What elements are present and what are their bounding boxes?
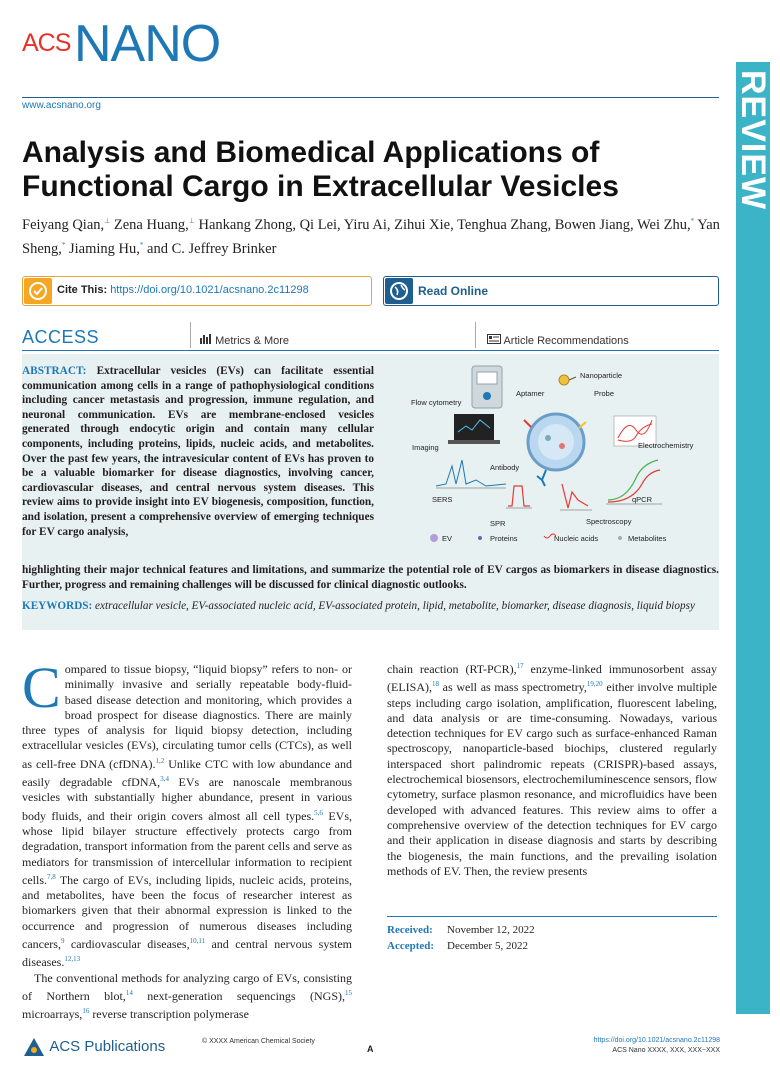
globe-icon (385, 278, 413, 304)
ev-vesicle-icon (524, 414, 586, 486)
legend-proteins: Proteins (490, 534, 518, 543)
metrics-label: Metrics & More (215, 335, 290, 347)
paragraph-2: The conventional methods for analyzing cargo of EVs, consisting of Northern blot,$^{14}$ next-generation sequencings (NGS),$^{15}$ microarrays,$^{16}$ reverse transcription polymerase (22, 970, 352, 1022)
check-icon (24, 278, 52, 304)
label-nanoparticle: Nanoparticle (580, 371, 623, 380)
copyright: © XXXX American Chemical Society (202, 1038, 315, 1045)
drop-cap: C (22, 655, 61, 720)
recommendations-link[interactable] (487, 334, 629, 347)
body-column-left (22, 655, 353, 1023)
abstract-continued: highlighting their major technical features and limitations, and summarize the potential role of EV cargos as biomarkers in disease diagnostics. Further, progress and remaining challenges will be discussed for clinical diagnostic outlooks. (22, 564, 719, 591)
page-number: A (367, 1044, 374, 1054)
footer-journal-ref: ACS Nano XXXX, XXX, XXX−XXX (612, 1047, 720, 1054)
label-probe: Probe (594, 389, 615, 398)
received-label: Received: (387, 924, 433, 936)
read-online-button[interactable] (383, 276, 719, 306)
dates-rule (387, 916, 717, 917)
publisher-name: ACS Publications (49, 1037, 166, 1055)
logo-acs: ACS (22, 29, 71, 57)
journal-url[interactable]: www.acsnano.org (22, 100, 101, 111)
section-label: REVIEW (734, 70, 772, 211)
acs-seal-icon (22, 1038, 49, 1055)
legend-ev-icon (430, 534, 438, 542)
figure-legend (430, 534, 667, 543)
abstract-label: ABSTRACT: (22, 365, 87, 377)
label-qpcr-visible: qPCR (632, 495, 653, 504)
label-antibody: Antibody (490, 463, 520, 472)
footer-doi-link[interactable]: https://doi.org/10.1021/acsnano.2c11298 (593, 1037, 720, 1044)
recommendations-label: Article Recommendations (503, 335, 629, 347)
legend-proteins-icon (478, 536, 482, 540)
spr-curve-icon (506, 486, 532, 508)
keywords-text: extracellular vesicle, EV-associated nucleic acid, EV-associated protein, lipid, metabolite, biomarker, disease diagnosis, liquid biopsy (95, 600, 695, 612)
keywords (22, 599, 719, 614)
cite-doi-link[interactable]: https://doi.org/10.1021/acsnano.2c11298 (110, 284, 309, 296)
accepted-label: Accepted: (387, 940, 435, 952)
label-sers: SERS (432, 495, 453, 504)
cite-label: Cite This: (57, 284, 108, 296)
document-list-icon (487, 335, 503, 347)
author-list: Feiyang Qian,⊥ Zena Huang,⊥ Hankang Zhong, Qi Lei, Yiru Ai, Zihui Xie, Tenghua Zhang, Bowen Jiang, Wei Zhu,* Yan Sheng,* Jiaming Hu,* and C. Jeffrey Brinker (22, 216, 720, 257)
paragraph-3: chain reaction (RT-PCR),$^{17}$ enzyme-linked immunosorbent assay (ELISA),$^{18}$ as well as mass spectrometry,$^{19,20}$ either involve multiple steps including cargo isolation, amplification, fluorescent labeling, and data analysis or are time-consuming. Nowadays, various detection techniques for EV cargo such as surface-enhanced Raman spectroscopy, nanoparticle-based biochips, clustered regularly interspaced short palindromic repeats (CRISPR)-based assays, electrochemical biosensors, electrochemiluminescence sensors, flow cytometry, surface plasmon resonance, and microfluidics have been developed with advanced features. This review aims to offer a comprehensive overview of the detection techniques for EV cargo and their application in disease diagnosis and starts by describing the biogenesis, the main functions, and the prevailing isolation methods of EV. Then, the review presents (387, 662, 718, 878)
received-date: November 12, 2022 (447, 924, 535, 936)
legend-metabolites-icon (618, 536, 622, 540)
body-column-right (387, 659, 717, 879)
label-spr: SPR (490, 519, 506, 528)
label-flow-cytometry: Flow cytometry (411, 398, 462, 407)
legend-nucleic: Nucleic acids (554, 534, 599, 543)
metrics-link[interactable] (200, 334, 289, 347)
laptop-icon (448, 414, 500, 444)
legend-ev: EV (442, 534, 453, 543)
read-online-label: Read Online (418, 284, 489, 298)
paragraph-1: ompared to tissue biopsy, “liquid biopsy” refers to non- or minimally invasive and serially repeatable body-fluid-based disease detection and monitoring, which provides a broad prospect for disease diagnostics. There are mainly three types of analysis for liquid biopsy detection, including extracellular vesicles (EVs), circulating tumor cells (CTCs), as well as cell-free DNA (cfDNA).$^{1,2}$ Unlike CTC with low abundance and easily degradable cfDNA,$^{3,4}$ EVs are nanoscale membranous vesicles with substantially higher abundance, present in various body fluids, and their origin covers almost all cell types.$^{5,6}$ EVs, whose lipid bilayer structure effectively protects cargo from degradation, transport information from the parent cells and serve as mediators for transmission of intercellular information to recipient cells.$^{7,8}$ The cargo of EVs, including lipids, nucleic acids, proteins, and metabolites, have been the focus of researcher interest as biomarkers given that their abnormal expression is linked to the occurrence and progression of numerous diseases including cancers,$^9$ cardiovascular diseases,$^{10,11}$ and central nervous system diseases.$^{12,13}$ (22, 662, 353, 970)
keywords-label: KEYWORDS: (22, 600, 93, 612)
article-dates (387, 922, 535, 954)
access-divider (190, 322, 191, 348)
access-rule (22, 350, 719, 351)
section-sidebar (736, 62, 770, 1014)
access-divider (475, 322, 476, 348)
cite-this-box (22, 276, 372, 306)
toc-graphic (396, 360, 726, 552)
logo-nano: NANO (74, 15, 221, 73)
access-label: ACCESS (22, 327, 100, 347)
bar-chart-icon (200, 335, 215, 347)
accepted-date: December 5, 2022 (447, 940, 528, 952)
acs-publications-logo[interactable] (22, 1036, 165, 1058)
header-rule (22, 97, 719, 98)
abstract-part1: Extracellular vesicles (EVs) can facilitate essential communication among cells in a range of pathophysiological conditions including cancer metastasis and progression, immune regulation, and neuronal communication. EVs are membrane-enclosed vesicles generated through endocytic origin and contain many cellular components, including proteins, lipids, nucleic acids, and metabolites. Over the past few years, the intravesicular content of EVs has proven to be a valuable biomarker for disease diagnostics, involving cancer, cardiovascular diseases, and central nervous system diseases. This review aims to provide insight into EV biogenesis, composition, function, and isolation, present a comprehensive overview of emerging techniques for EV cargo analysis, (22, 365, 374, 538)
label-imaging: Imaging (412, 443, 439, 452)
label-aptamer: Aptamer (516, 389, 545, 398)
nanoparticle-icon (559, 375, 576, 385)
flow-cytometer-icon (472, 366, 502, 408)
label-electrochemistry: Electrochemistry (638, 441, 694, 450)
article-title: Analysis and Biomedical Applications of Functional Cargo in Extracellular Vesicles (22, 136, 619, 203)
legend-metabolites: Metabolites (628, 534, 667, 543)
label-spectroscopy: Spectroscopy (586, 517, 632, 526)
footer-citation (540, 1036, 720, 1056)
spectroscopy-icon (560, 484, 592, 510)
abstract-text (22, 364, 374, 539)
